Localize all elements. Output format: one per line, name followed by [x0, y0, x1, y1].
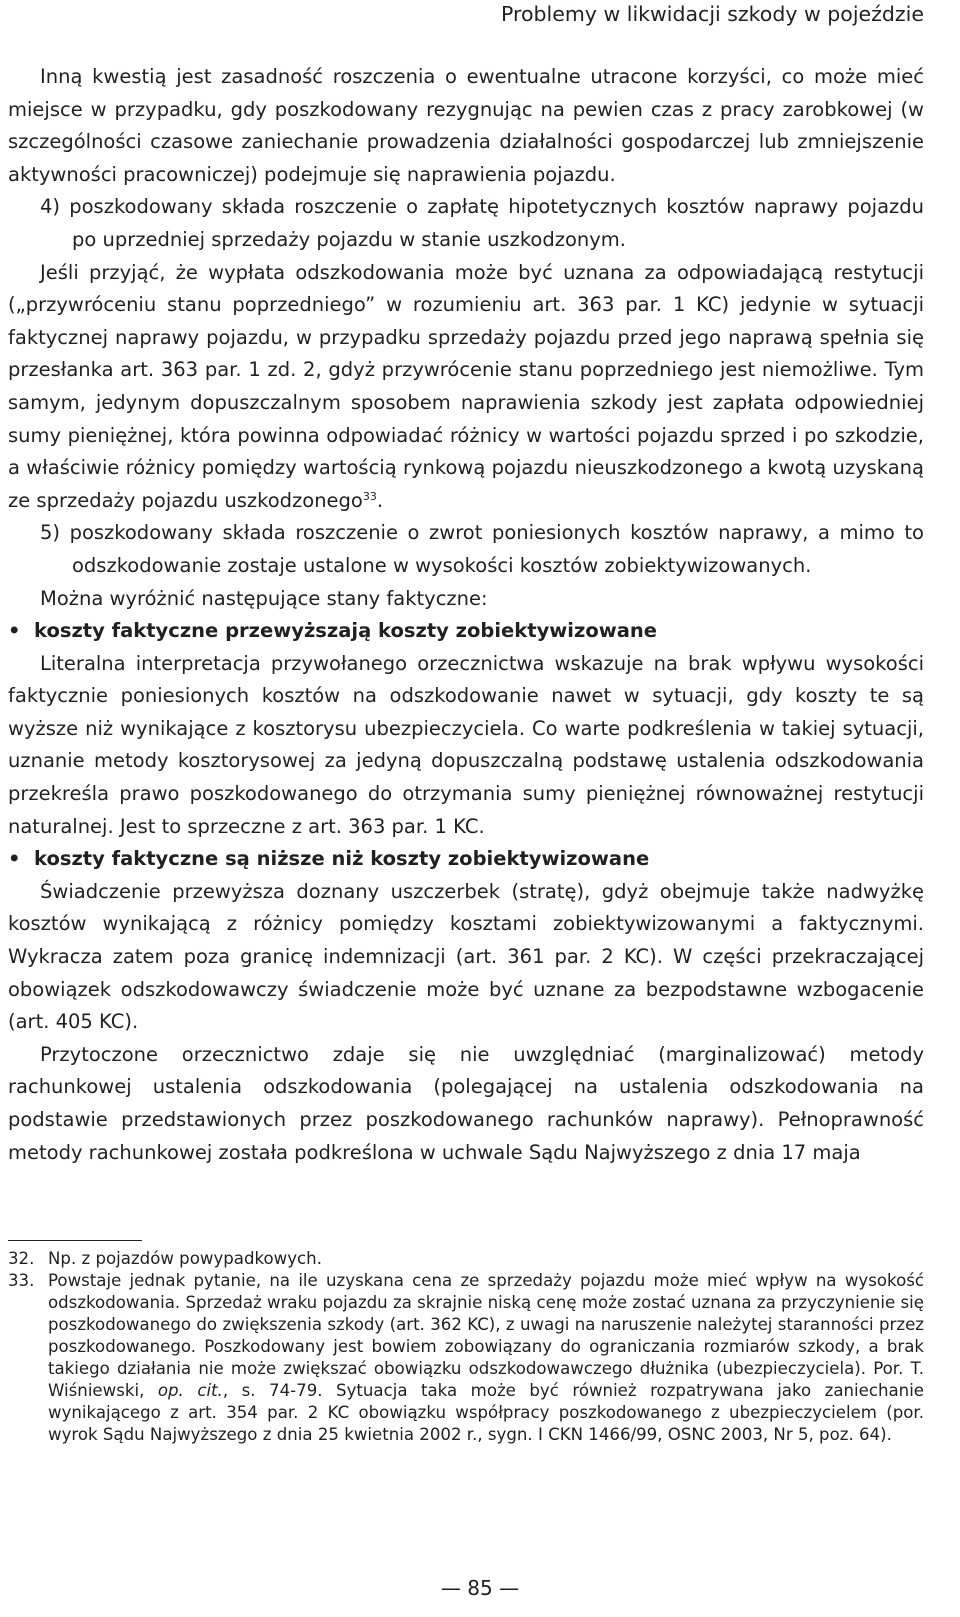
bullet-icon: •: [8, 619, 21, 643]
bullet-heading-higher-costs: koszty faktyczne przewyższają koszty zobiektywizowane: [34, 619, 658, 643]
list-item-5: 5) poszkodowany składa roszczenie o zwrot poniesionych kosztów naprawy, a mimo to odszkodowanie zostaje ustalone w wysokości kosztów zobiektywizowanych.: [40, 521, 924, 577]
paragraph-lost-profits: Inną kwestią jest zasadność roszczenia o ewentualne utracone korzyści, co może mieć miejsce w przypadku, gdy poszkodowany rezygnując na pewien czas z pracy zarobkowej (w szczególności czasowe zaniechanie prowadzenia działalności gospodarczej lub zmniejszenie aktywności pracowniczej) podejmuje się naprawienia pojazdu.: [8, 65, 924, 186]
footnote-text: [48, 1270, 924, 1446]
bullet-item-lower-costs: [8, 843, 924, 876]
footnote-33: [8, 1270, 924, 1446]
running-header: Problemy w likwidacji szkody w pojeździe: [501, 2, 924, 26]
page-number: — 85 —: [440, 1576, 520, 1600]
footnote-text-part: Powstaje jednak pytanie, na ile uzyskana cena ze sprzedaży pojazdu może mieć wpływ na wysokość odszkodowania. Sprzedaż wraku pojazdu za skrajnie niską cenę może zostać uznana za przyczynienie się poszkodowanego do zwiększenia szkody (art. 362 KC), z uwagi na naruszenie należytej staranności przez poszkodowanego. Poszkodowany jest bowiem zobowiązany do ograniczania rozmiarów szkody, a brak takiego działania nie może zwiększać obowiązku odszkodowawczego dłużnika (ubezpieczyciela). Por. T. Wiśniewski,: [48, 1271, 924, 1400]
list-item-4: 4) poszkodowany składa roszczenie o zapłatę hipotetycznych kosztów naprawy pojazdu po uprzedniej sprzedaży pojazdu w stanie uszkodzonym.: [40, 195, 924, 251]
paragraph-excess-benefit: Świadczenie przewyższa doznany uszczerbek (stratę), gdyż obejmuje także nadwyżkę kosztów wynikającą z różnicy pomiędzy kosztami zobiektywizowanymi a faktycznymi. Wykracza zatem poza granicę indemnizacji (art. 361 par. 2 KC). W części przekraczającej obowiązek odszkodowawczy świadczenie może być uznane za bezpodstawne wzbogacenie (art. 405 KC).: [8, 879, 924, 1034]
bullet-item-higher-costs: [8, 615, 924, 648]
footnote-ref-33[interactable]: 33: [362, 489, 377, 503]
footnotes: [8, 1248, 924, 1446]
paragraph-restitution-text: Jeśli przyjąć, że wypłata odszkodowania może być uznana za odpowiadającą restytucji („przywróceniu stanu poprzedniego” w rozumieniu art. 363 par. 1 KC) jedynie w sytuacji faktycznej naprawy pojazdu, w przypadku sprzedaży pojazdu przed jego naprawą spełnia się przesłanka art. 363 par. 1 zd. 2, gdyż przywrócenie stanu poprzedniego jest niemożliwe. Tym samym, jedynym dopuszczalnym sposobem naprawienia szkody jest zapłata odpowiedniej sumy pieniężnej, która powinna odpowiadać różnicy w wartości pojazdu sprzed i po szkodzie, a właściwie różnicy pomiędzy wartością rynkową pojazdu nieuszkodzonego a kwotą uzyskaną ze sprzedaży pojazdu uszkodzonego: [8, 260, 924, 512]
footnote-text: Np. z pojazdów powypadkowych.: [48, 1249, 322, 1268]
footnote-number: 33.: [8, 1271, 35, 1290]
footnote-number: 32.: [8, 1249, 35, 1268]
paragraph-restitution-end: .: [376, 488, 384, 512]
footnote-separator: [8, 1240, 142, 1241]
footnote-text-part: , s. 74-79. Sytuacja taka może być również rozpatrywana jako zaniechanie wynikającego z art. 354 par. 2 KC obowiązku współpracy poszkodowanego z ubezpieczycielem (por. wyrok Sądu Najwyższego z dnia 25 kwietnia 2002 r., sygn. I CKN 1466/99, OSNC 2003, Nr 5, poz. 64).: [48, 1381, 925, 1444]
main-text: [8, 61, 924, 1169]
paragraph-literal-interpretation: Literalna interpretacja przywołanego orzecznictwa wskazuje na brak wpływu wysokości faktycznie poniesionych kosztów na odszkodowanie nawet w sytuacji, gdy koszty te są wyższe niż wynikające z kosztorysu ubezpieczyciela. Co warte podkreślenia w takiej sytuacji, uznanie metody kosztorysowej za jedyną dopuszczalną podstawę ustalenia odszkodowania przekreśla prawo poszkodowanego do otrzymania sumy pieniężnej równoważnej restytucji naturalnej. Jest to sprzeczne z art. 363 par. 1 KC.: [8, 651, 924, 838]
bullet-icon: •: [8, 847, 21, 871]
paragraph-accounting-method: Przytoczone orzecznictwo zdaje się nie uwzględniać (marginalizować) metody rachunkowej ustalenia odszkodowania (polegającej na ustalenia odszkodowania na podstawie przedstawionych przez poszkodowanego rachunków naprawy). Pełnoprawność metody rachunkowej została podkreślona w uchwale Sądu Najwyższego z dnia 17 maja: [8, 1042, 924, 1164]
footnote-32: [8, 1248, 924, 1270]
bullet-heading-lower-costs: koszty faktyczne są niższe niż koszty zobiektywizowane: [34, 847, 650, 871]
paragraph-restitution: [8, 257, 924, 518]
footnote-citation-italic: op. cit.: [157, 1381, 223, 1400]
paragraph-states-intro: Można wyróżnić następujące stany faktyczne:: [40, 586, 488, 610]
